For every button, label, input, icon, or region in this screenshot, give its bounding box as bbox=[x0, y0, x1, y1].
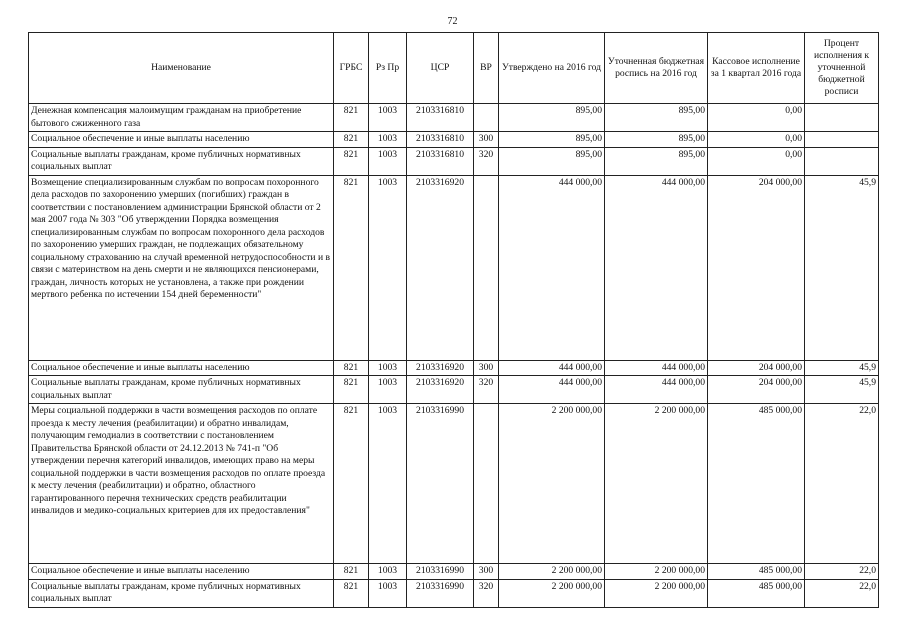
cell-grbs: 821 bbox=[334, 404, 369, 564]
cell-refined: 895,00 bbox=[605, 147, 708, 175]
cell-vr bbox=[474, 175, 499, 360]
header-refined: Уточненная бюджетная роспись на 2016 год bbox=[605, 33, 708, 104]
cell-grbs: 821 bbox=[334, 147, 369, 175]
budget-table bbox=[28, 32, 879, 608]
cell-approved: 895,00 bbox=[499, 147, 605, 175]
table-row bbox=[29, 132, 879, 148]
cell-percent: 22,0 bbox=[805, 564, 879, 580]
cell-csr: 2103316920 bbox=[407, 175, 474, 360]
cell-name: Меры социальной поддержки в части возмещения расходов по оплате проезда к месту лечения (реабилитации) и обратно инвалидам, получающим гемодиализ в соответствии с постановлением Правительства Брянской области от 24.12.2013 № 741-п "Об утверждении перечня категорий инвалидов, имеющих право на меры социальной поддержки в части возмещения расходов по оплате проезда к месту лечения (реабилитации) и обратно, областного гарантированного перечня технических средств реабилитации инвалидов и медико-социальных критериев для их предоставления" bbox=[29, 404, 334, 564]
cell-refined: 444 000,00 bbox=[605, 376, 708, 404]
cell-rzpr: 1003 bbox=[369, 579, 407, 607]
cell-grbs: 821 bbox=[334, 376, 369, 404]
cell-vr: 320 bbox=[474, 579, 499, 607]
table-row bbox=[29, 404, 879, 564]
cell-grbs: 821 bbox=[334, 564, 369, 580]
cell-vr bbox=[474, 104, 499, 132]
cell-name: Социальное обеспечение и иные выплаты населению bbox=[29, 360, 334, 376]
cell-rzpr: 1003 bbox=[369, 175, 407, 360]
cell-percent: 45,9 bbox=[805, 360, 879, 376]
cell-csr: 2103316810 bbox=[407, 147, 474, 175]
cell-cash: 485 000,00 bbox=[708, 579, 805, 607]
table-row bbox=[29, 360, 879, 376]
cell-cash: 204 000,00 bbox=[708, 175, 805, 360]
cell-refined: 2 200 000,00 bbox=[605, 579, 708, 607]
cell-refined: 2 200 000,00 bbox=[605, 564, 708, 580]
cell-approved: 2 200 000,00 bbox=[499, 579, 605, 607]
cell-name: Возмещение специализированным службам по вопросам похоронного дела расходов по захоронению умерших (погибших) граждан в соответствии с постановлением администрации Брянской области от 2 мая 2007 года № 303 "Об утверждении Порядка возмещения специализированным службам по вопросам похоронного дела расходов по захоронению умерших граждан, не подлежащих обязательному социальному страхованию на случай временной нетрудоспособности и в связи с материнством на день смерти и не являющихся пенсионерами, граждан, личность которых не установлена, а также при рождении мертвого ребенка по истечении 154 дней беременности" bbox=[29, 175, 334, 360]
cell-approved: 444 000,00 bbox=[499, 376, 605, 404]
cell-rzpr: 1003 bbox=[369, 132, 407, 148]
table-row bbox=[29, 175, 879, 360]
cell-percent: 22,0 bbox=[805, 579, 879, 607]
cell-approved: 895,00 bbox=[499, 132, 605, 148]
cell-percent bbox=[805, 147, 879, 175]
cell-vr: 300 bbox=[474, 132, 499, 148]
cell-rzpr: 1003 bbox=[369, 147, 407, 175]
cell-grbs: 821 bbox=[334, 579, 369, 607]
cell-rzpr: 1003 bbox=[369, 404, 407, 564]
cell-refined: 444 000,00 bbox=[605, 175, 708, 360]
cell-approved: 444 000,00 bbox=[499, 360, 605, 376]
header-csr: ЦСР bbox=[407, 33, 474, 104]
header-cash: Кассовое исполнение за 1 квартал 2016 года bbox=[708, 33, 805, 104]
cell-percent bbox=[805, 132, 879, 148]
cell-cash: 485 000,00 bbox=[708, 564, 805, 580]
header-approved: Утверждено на 2016 год bbox=[499, 33, 605, 104]
cell-vr: 300 bbox=[474, 564, 499, 580]
header-name: Наименование bbox=[29, 33, 334, 104]
cell-approved: 444 000,00 bbox=[499, 175, 605, 360]
table-row bbox=[29, 579, 879, 607]
cell-cash: 485 000,00 bbox=[708, 404, 805, 564]
cell-csr: 2103316920 bbox=[407, 360, 474, 376]
cell-grbs: 821 bbox=[334, 175, 369, 360]
page-number: 72 bbox=[447, 16, 458, 27]
cell-cash: 0,00 bbox=[708, 147, 805, 175]
cell-name: Социальные выплаты гражданам, кроме публичных нормативных социальных выплат bbox=[29, 579, 334, 607]
cell-csr: 2103316920 bbox=[407, 376, 474, 404]
header-rzpr: Рз Пр bbox=[369, 33, 407, 104]
cell-cash: 0,00 bbox=[708, 132, 805, 148]
cell-vr: 320 bbox=[474, 376, 499, 404]
cell-csr: 2103316990 bbox=[407, 579, 474, 607]
cell-percent: 45,9 bbox=[805, 175, 879, 360]
header-grbs: ГРБС bbox=[334, 33, 369, 104]
table-header-row bbox=[29, 33, 879, 104]
table-row bbox=[29, 147, 879, 175]
cell-percent: 22,0 bbox=[805, 404, 879, 564]
cell-csr: 2103316810 bbox=[407, 132, 474, 148]
header-vr: ВР bbox=[474, 33, 499, 104]
cell-name: Социальное обеспечение и иные выплаты населению bbox=[29, 564, 334, 580]
cell-approved: 2 200 000,00 bbox=[499, 564, 605, 580]
cell-name: Социальные выплаты гражданам, кроме публичных нормативных социальных выплат bbox=[29, 376, 334, 404]
cell-approved: 2 200 000,00 bbox=[499, 404, 605, 564]
cell-refined: 895,00 bbox=[605, 104, 708, 132]
cell-rzpr: 1003 bbox=[369, 104, 407, 132]
cell-percent bbox=[805, 104, 879, 132]
cell-rzpr: 1003 bbox=[369, 360, 407, 376]
cell-rzpr: 1003 bbox=[369, 564, 407, 580]
header-percent: Процент исполнения к уточненной бюджетной росписи bbox=[805, 33, 879, 104]
cell-refined: 895,00 bbox=[605, 132, 708, 148]
cell-vr: 300 bbox=[474, 360, 499, 376]
cell-grbs: 821 bbox=[334, 360, 369, 376]
cell-name: Денежная компенсация малоимущим гражданам на приобретение бытового сжиженного газа bbox=[29, 104, 334, 132]
table-row bbox=[29, 376, 879, 404]
cell-grbs: 821 bbox=[334, 104, 369, 132]
cell-rzpr: 1003 bbox=[369, 376, 407, 404]
cell-cash: 204 000,00 bbox=[708, 360, 805, 376]
cell-approved: 895,00 bbox=[499, 104, 605, 132]
cell-csr: 2103316990 bbox=[407, 564, 474, 580]
cell-vr bbox=[474, 404, 499, 564]
cell-percent: 45,9 bbox=[805, 376, 879, 404]
cell-csr: 2103316810 bbox=[407, 104, 474, 132]
cell-refined: 444 000,00 bbox=[605, 360, 708, 376]
cell-grbs: 821 bbox=[334, 132, 369, 148]
table-row bbox=[29, 564, 879, 580]
cell-vr: 320 bbox=[474, 147, 499, 175]
cell-name: Социальное обеспечение и иные выплаты населению bbox=[29, 132, 334, 148]
cell-cash: 204 000,00 bbox=[708, 376, 805, 404]
cell-cash: 0,00 bbox=[708, 104, 805, 132]
cell-csr: 2103316990 bbox=[407, 404, 474, 564]
cell-refined: 2 200 000,00 bbox=[605, 404, 708, 564]
table-row bbox=[29, 104, 879, 132]
cell-name: Социальные выплаты гражданам, кроме публичных нормативных социальных выплат bbox=[29, 147, 334, 175]
